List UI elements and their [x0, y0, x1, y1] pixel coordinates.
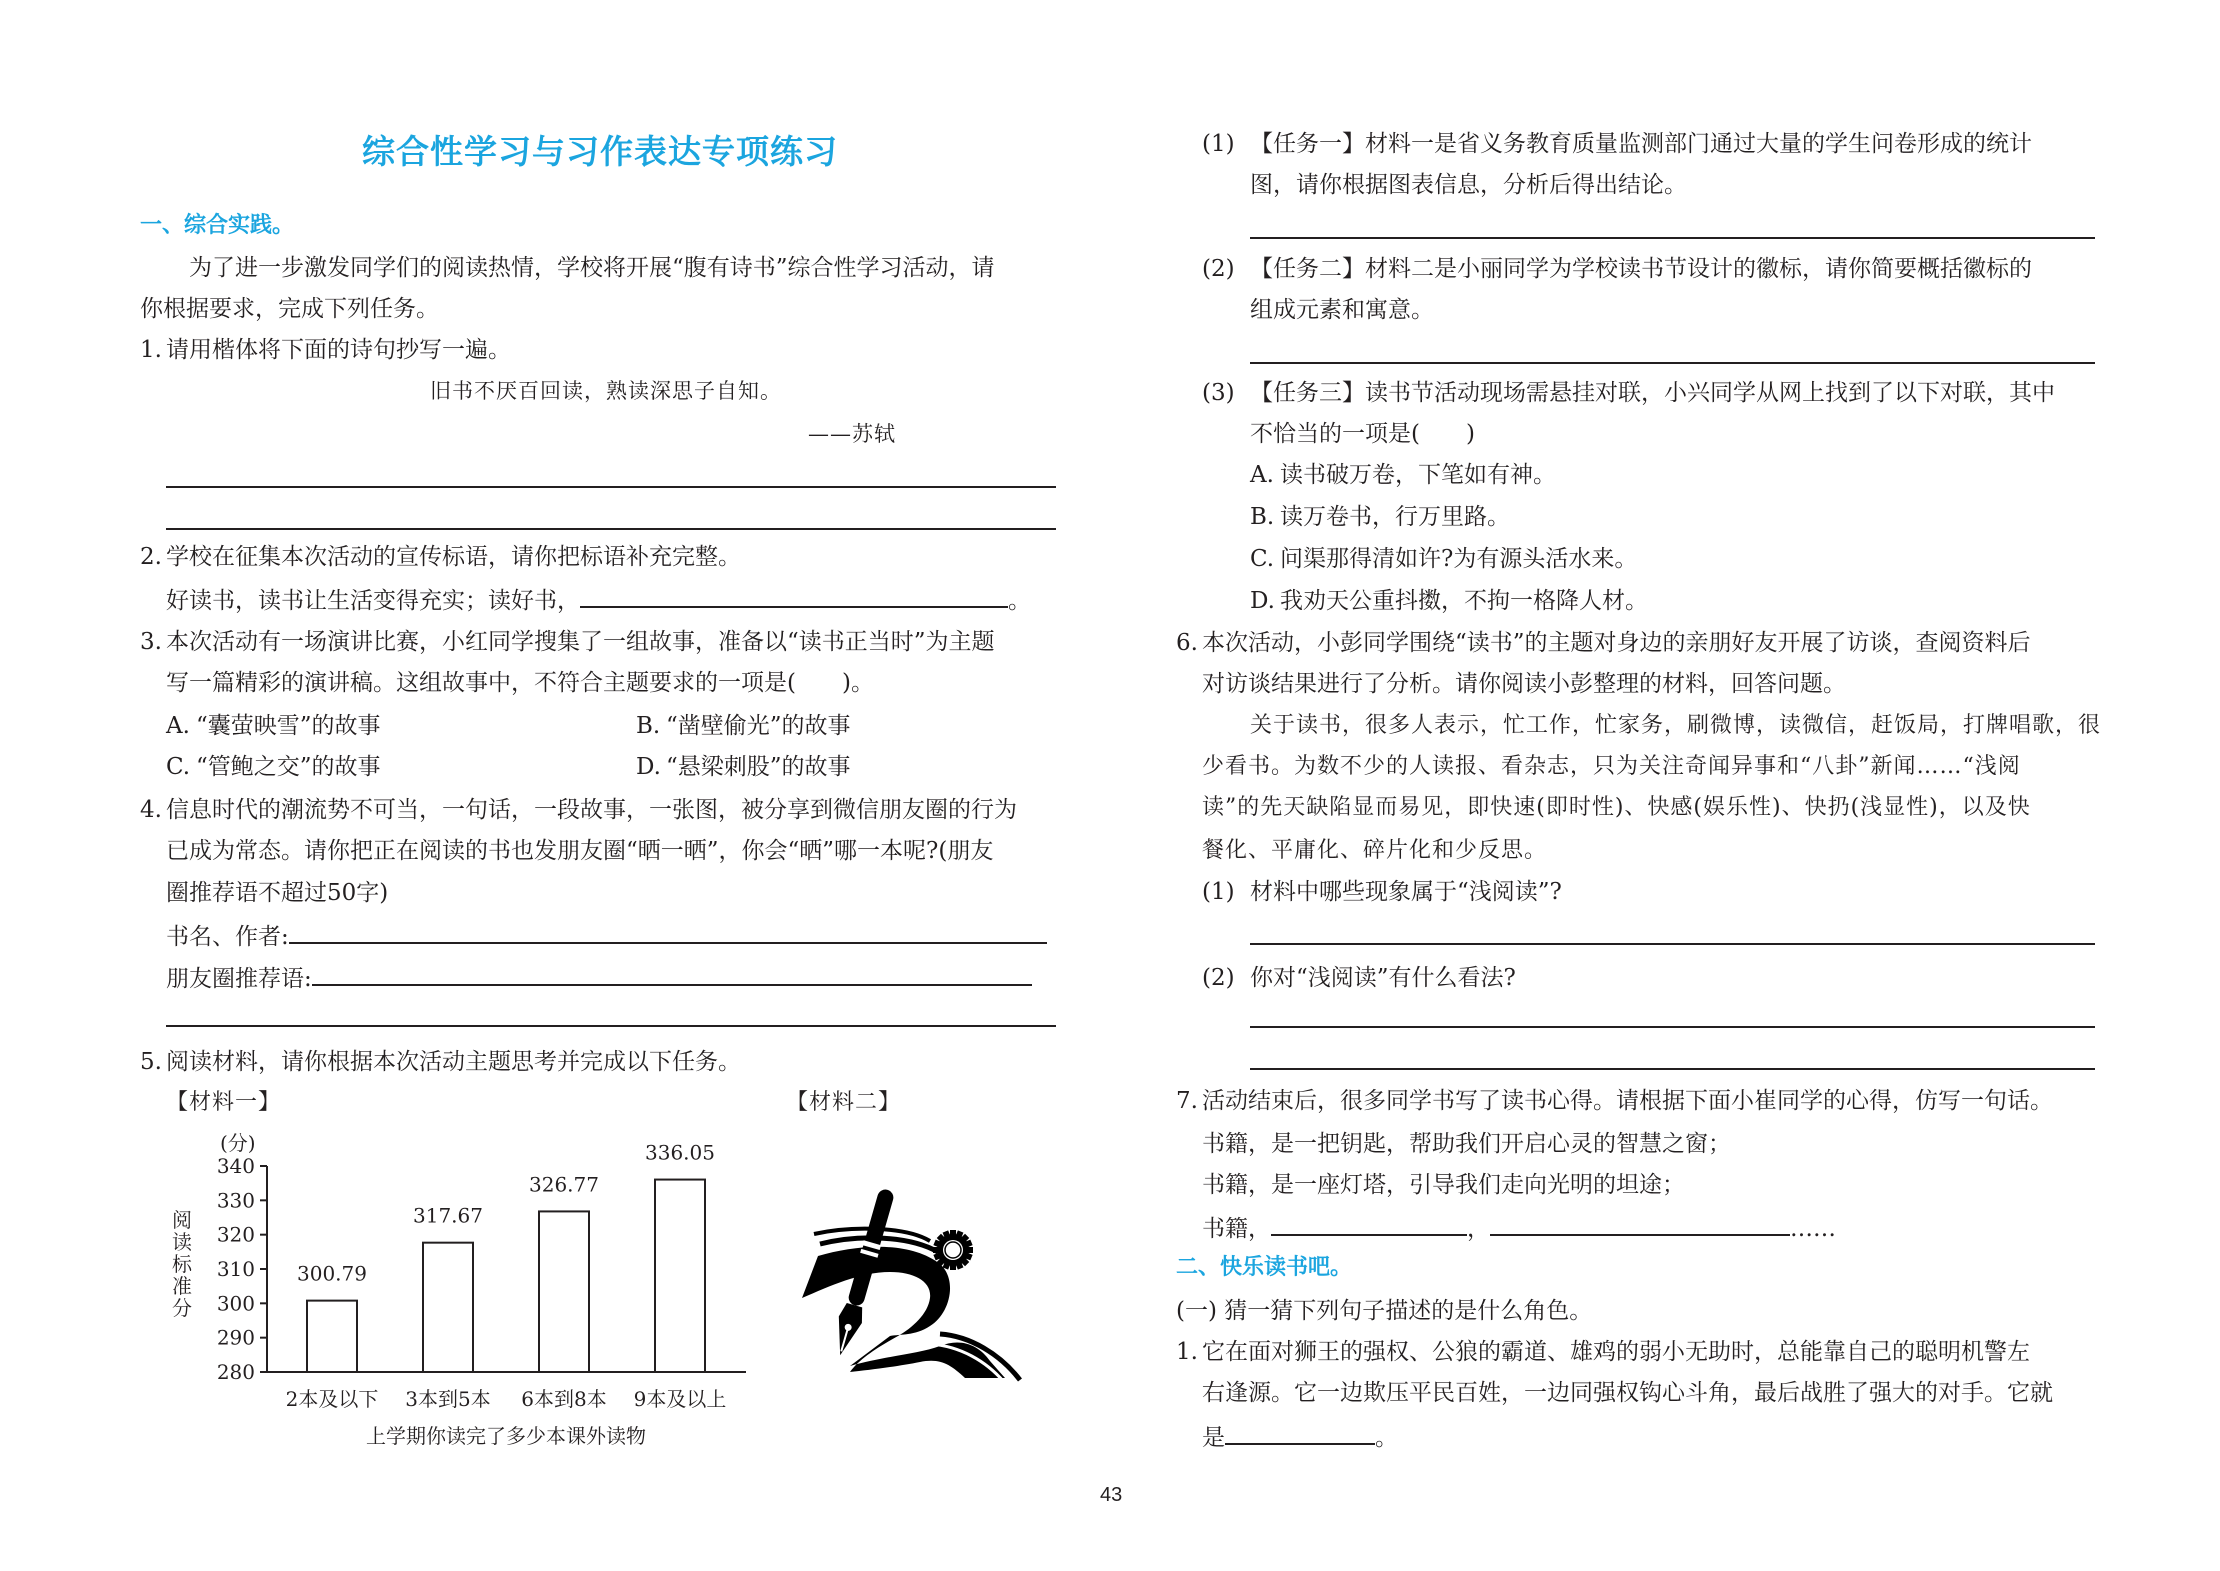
task3-text-2: 不恰当的一项是( — [1250, 421, 1420, 447]
q4-line-2: 已成为常态。请你把正在阅读的书也发朋友圈“晒一晒”，你会“晒”哪一本呢?(朋友 — [166, 838, 994, 864]
task3-number: (3) — [1202, 380, 1235, 406]
q3-text: 本次活动有一场演讲比赛，小红同学搜集了一组故事，准备以“读书正当时”为主题 — [166, 629, 995, 655]
task1-text: 【任务一】材料一是省义务教育质量监测部门通过大量的学生问卷形成的统计 — [1250, 131, 2032, 157]
answer-suffix: 。 — [1375, 1425, 1398, 1451]
y-tick-label: 330 — [216, 1188, 255, 1213]
option-text: 读书破万卷，下笔如有神。 — [1280, 462, 1556, 488]
bar-value-label: 317.67 — [413, 1203, 483, 1228]
task2-number: (2) — [1202, 256, 1235, 282]
x-axis-title: 上学期你读完了多少本课外读物 — [366, 1424, 646, 1448]
task3-text-3: ) — [1465, 421, 1475, 447]
q5-text: 阅读材料，请你根据本次活动主题思考并完成以下任务。 — [166, 1049, 741, 1075]
s2-q1-line-2: 右逢源。它一边欺压平民百姓，一边同强权钩心斗角，最后战胜了强大的对手。它就 — [1202, 1380, 2053, 1406]
q4-text: 信息时代的潮流势不可当，一句话，一段故事，一张图，被分享到微信朋友圈的行为 — [166, 797, 1017, 823]
recommend-field-blank[interactable] — [312, 962, 1032, 986]
option-label: B. — [1250, 504, 1275, 530]
page-number: 43 — [1100, 1484, 1123, 1506]
y-axis-title: 阅读标准分 — [172, 1208, 192, 1320]
q6-sub2-text: 你对“浅阅读”有什么看法? — [1250, 965, 1516, 991]
bar-value-label: 300.79 — [297, 1261, 367, 1286]
y-tick-label: 310 — [216, 1257, 255, 1281]
s2-q1-line-1 — [1176, 1337, 2030, 1367]
slogan-suffix: 。 — [1008, 588, 1031, 614]
q6-line-1 — [1176, 628, 2031, 658]
bar-chart — [150, 1125, 810, 1455]
fill-blank-2[interactable] — [1490, 1212, 1790, 1236]
material2-label: 【材料二】 — [786, 1090, 902, 1115]
x-category-label: 2本及以下 — [285, 1387, 379, 1411]
q2-slogan — [166, 584, 1031, 614]
option-label: C. — [166, 754, 191, 780]
y-tick-label: 290 — [216, 1325, 255, 1350]
option-text: “囊萤映雪”的故事 — [196, 713, 381, 739]
q1-prompt — [140, 335, 511, 365]
task1-line-2: 图，请你根据图表信息，分析后得出结论。 — [1250, 172, 1687, 198]
answer-line[interactable] — [166, 528, 1056, 530]
reading-festival-logo — [790, 1186, 1030, 1386]
q3-text-2: 写一篇精彩的演讲稿。这组故事中，不符合主题要求的一项是( — [166, 670, 796, 696]
q7-example-2: 书籍，是一座灯塔，引导我们走向光明的坦途； — [1202, 1172, 1685, 1198]
slogan-blank[interactable] — [580, 584, 1008, 608]
option-label: A. — [166, 713, 190, 739]
bar — [655, 1180, 705, 1372]
y-unit-label: (分) — [220, 1131, 256, 1155]
q2-prompt — [140, 542, 741, 572]
answer-prefix: 是 — [1202, 1425, 1225, 1451]
x-category-label: 9本及以上 — [633, 1387, 727, 1411]
task3-text: 【任务三】读书节活动现场需悬挂对联，小兴同学从网上找到了以下对联，其中 — [1250, 380, 2055, 406]
q6-material-1: 关于读书，很多人表示，忙工作，忙家务，刷微博，读微信，赶饭局，打牌唱歌，很 — [1250, 713, 2102, 738]
q4-book-field — [166, 920, 1047, 950]
q3-number: 3. — [140, 629, 162, 655]
q3-text-3: )。 — [841, 670, 874, 696]
q5-number: 5. — [140, 1049, 162, 1075]
bar — [423, 1243, 473, 1372]
section2-heading: 二、快乐读书吧。 — [1176, 1255, 1353, 1280]
option-text: “凿壁偷光”的故事 — [666, 713, 851, 739]
material1-label: 【材料一】 — [166, 1090, 282, 1115]
recommend-field-label: 朋友圈推荐语: — [166, 966, 312, 992]
q5-prompt — [140, 1047, 741, 1077]
book-field-blank[interactable] — [289, 920, 1047, 944]
q6-material-3: 读”的先天缺陷显而易见，即快速(即时性)、快感(娱乐性)、快扔(浅显性)，以及快 — [1202, 795, 2031, 820]
y-tick-label: 320 — [216, 1222, 255, 1247]
q7-number: 7. — [1176, 1088, 1198, 1114]
q6-sub1-number: (1) — [1202, 879, 1235, 905]
section2-part1: (一) 猜一猜下列句子描述的是什么角色。 — [1176, 1298, 1593, 1324]
s2-q1-line-3 — [1202, 1421, 1398, 1451]
q6-material-4: 餐化、平庸化、碎片化和少反思。 — [1202, 838, 1548, 863]
bar-value-label: 336.05 — [645, 1140, 715, 1165]
q7-example-1: 书籍，是一把钥匙，帮助我们开启心灵的智慧之窗； — [1202, 1131, 1731, 1157]
task2-line-2: 组成元素和寓意。 — [1250, 297, 1434, 323]
bar — [307, 1301, 357, 1372]
q3-line-2 — [166, 668, 874, 698]
q4-recommend-field — [166, 962, 1032, 992]
q6-sub1 — [1202, 877, 1562, 907]
task3-option-d[interactable] — [1250, 586, 1648, 616]
fill-comma: ， — [1467, 1216, 1490, 1242]
q6-line-2: 对访谈结果进行了分析。请你阅读小彭整理的材料，回答问题。 — [1202, 671, 1846, 697]
q2-text: 学校在征集本次活动的宣传标语，请你把标语补充完整。 — [166, 544, 741, 570]
y-tick-label: 340 — [216, 1154, 255, 1178]
task3-line-2 — [1250, 419, 1475, 449]
q1-number: 1. — [140, 337, 162, 363]
q6-sub2 — [1202, 963, 1516, 993]
page-title: 综合性学习与习作表达专项练习 — [362, 132, 838, 171]
task1-number: (1) — [1202, 131, 1235, 157]
s2-q1-number: 1. — [1176, 1339, 1198, 1365]
q3-option-b[interactable] — [636, 711, 851, 741]
intro-line-1: 为了进一步激发同学们的阅读热情，学校将开展“腹有诗书”综合性学习活动，请 — [189, 255, 995, 281]
q4-line-1 — [140, 795, 1017, 825]
option-text: 读万卷书，行万里路。 — [1280, 504, 1510, 530]
task2-line-1 — [1202, 254, 2032, 284]
option-label: B. — [636, 713, 661, 739]
q3-option-c[interactable] — [166, 752, 381, 782]
fill-prefix: 书籍， — [1202, 1216, 1271, 1242]
option-label: D. — [636, 754, 661, 780]
intro-line-2: 你根据要求，完成下列任务。 — [140, 296, 439, 322]
option-text: 我劝天公重抖擞，不拘一格降人材。 — [1280, 588, 1648, 614]
task3-option-b[interactable] — [1250, 502, 1510, 532]
y-tick-label: 280 — [216, 1360, 255, 1384]
option-text: “管鲍之交”的故事 — [196, 754, 381, 780]
bar — [539, 1211, 589, 1372]
y-tick-label: 300 — [216, 1291, 255, 1316]
q4-number: 4. — [140, 797, 162, 823]
option-label: D. — [1250, 588, 1275, 614]
task3-option-c[interactable] — [1250, 544, 1637, 574]
q6-text: 本次活动，小彭同学围绕“读书”的主题对身边的亲朋好友开展了访谈，查阅资料后 — [1202, 630, 2031, 656]
task3-line-1 — [1202, 378, 2055, 408]
q6-number: 6. — [1176, 630, 1198, 656]
q2-number: 2. — [140, 544, 162, 570]
section1-heading: 一、综合实践。 — [140, 213, 295, 238]
bar-value-label: 326.77 — [529, 1172, 599, 1197]
task2-text: 【任务二】材料二是小丽同学为学校读书节设计的徽标，请你简要概括徽标的 — [1250, 256, 2032, 282]
q6-sub2-number: (2) — [1202, 965, 1235, 991]
x-category-label: 6本到8本 — [521, 1387, 607, 1411]
poem-author: ——苏轼 — [808, 422, 896, 446]
q1-text: 请用楷体将下面的诗句抄写一遍。 — [166, 337, 511, 363]
q4-line-3: 圈推荐语不超过50字) — [166, 880, 389, 906]
q7-text: 活动结束后，很多同学书写了读书心得。请根据下面小崔同学的心得，仿写一句话。 — [1202, 1088, 2053, 1114]
x-category-label: 3本到5本 — [405, 1387, 491, 1411]
option-label: C. — [1250, 546, 1275, 572]
poem-line: 旧书不厌百回读，熟读深思子自知。 — [430, 379, 782, 403]
q7-fill — [1202, 1212, 1836, 1242]
option-text: 问渠那得清如许?为有源头活水来。 — [1280, 546, 1638, 572]
q3-option-a[interactable] — [166, 711, 381, 741]
answer-line[interactable] — [1250, 1026, 2095, 1028]
book-field-label: 书名、作者: — [166, 924, 289, 950]
option-text: “悬梁刺股”的故事 — [666, 754, 851, 780]
answer-line[interactable] — [1250, 943, 2095, 945]
answer-line[interactable] — [166, 486, 1056, 488]
task3-option-a[interactable] — [1250, 460, 1556, 490]
task1-line-1 — [1202, 129, 2032, 159]
q3-line-1 — [140, 627, 995, 657]
q6-sub1-text: 材料中哪些现象属于“浅阅读”? — [1250, 879, 1562, 905]
answer-line[interactable] — [166, 1025, 1056, 1027]
slogan-prefix: 好读书，读书让生活变得充实；读好书， — [166, 588, 580, 614]
fill-blank-1[interactable] — [1271, 1212, 1467, 1236]
q6-material-2: 少看书。为数不少的人读报、看杂志，只为关注奇闻异事和“八卦”新闻……“浅阅 — [1202, 754, 2021, 779]
s2-q1-text: 它在面对狮王的强权、公狼的霸道、雄鸡的弱小无助时，总能靠自己的聪明机警左 — [1202, 1339, 2030, 1365]
option-label: A. — [1250, 462, 1274, 488]
q7-prompt — [1176, 1086, 2053, 1116]
answer-line[interactable] — [1250, 362, 2095, 364]
q3-option-d[interactable] — [636, 752, 851, 782]
fill-suffix: …… — [1790, 1216, 1836, 1242]
answer-blank[interactable] — [1225, 1421, 1375, 1445]
answer-line[interactable] — [1250, 1068, 2095, 1070]
answer-line[interactable] — [1250, 237, 2095, 239]
